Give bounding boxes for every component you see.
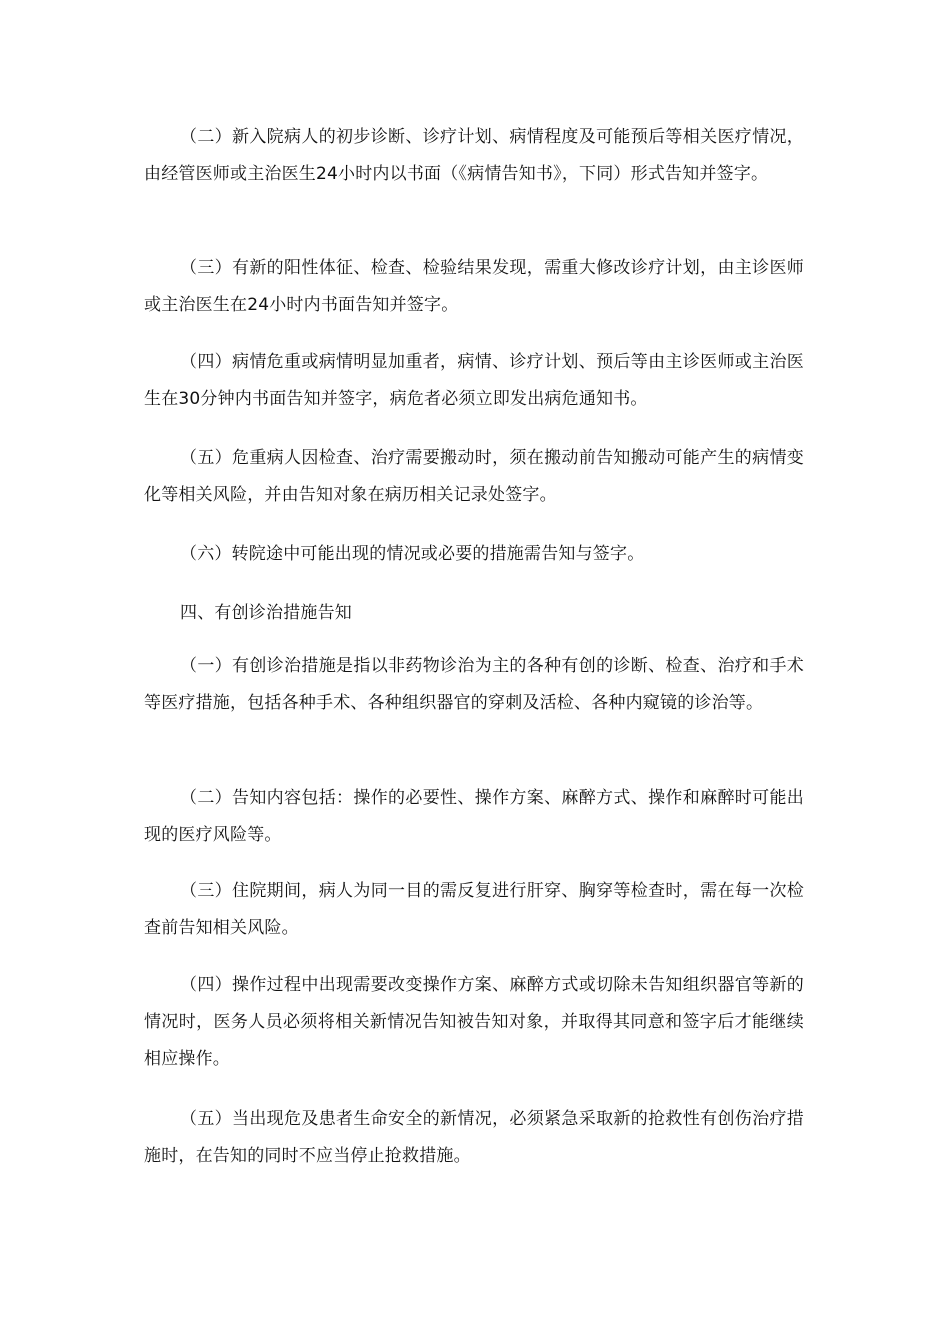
paragraph-invasive-change: （四）操作过程中出现需要改变操作方案、麻醉方式或切除未告知组织器官等新的情况时，医务人员必须将相关新情况告知被告知对象，并取得其同意和签字后才能继续相应操作。 [144,975,804,1069]
paragraph-notice-transfer: （六）转院途中可能出现的情况或必要的措施需告知与签字。 [180,544,645,564]
section-heading-invasive: 四、有创诊治措施告知 [180,603,352,623]
paragraph-notice-new-admission: （二）新入院病人的初步诊断、诊疗计划、病情程度及可能预后等相关医疗情况，由经管医师或主治医生24小时内以书面（《病情告知书》，下同）形式告知并签字。 [144,127,804,184]
paragraph-invasive-repeat: （三）住院期间，病人为同一目的需反复进行肝穿、胸穿等检查时，需在每一次检查前告知相关风险。 [144,881,804,938]
paragraph-notice-new-findings: （三）有新的阳性体征、检查、检验结果发现，需重大修改诊疗计划，由主诊医师或主治医生在24小时内书面告知并签字。 [144,258,804,315]
paragraph-notice-critical: （四）病情危重或病情明显加重者，病情、诊疗计划、预后等由主诊医师或主治医生在30分钟内书面告知并签字，病危者必须立即发出病危通知书。 [144,352,804,409]
paragraph-notice-moving: （五）危重病人因检查、治疗需要搬动时，须在搬动前告知搬动可能产生的病情变化等相关风险，并由告知对象在病历相关记录处签字。 [144,448,804,505]
paragraph-invasive-emergency: （五）当出现危及患者生命安全的新情况，必须紧急采取新的抢救性有创伤治疗措施时，在告知的同时不应当停止抢救措施。 [144,1109,804,1166]
paragraph-invasive-definition: （一）有创诊治措施是指以非药物诊治为主的各种有创的诊断、检查、治疗和手术等医疗措施，包括各种手术、各种组织器官的穿刺及活检、各种内窥镜的诊治等。 [144,656,804,713]
paragraph-invasive-content: （二）告知内容包括：操作的必要性、操作方案、麻醉方式、操作和麻醉时可能出现的医疗风险等。 [144,788,804,845]
